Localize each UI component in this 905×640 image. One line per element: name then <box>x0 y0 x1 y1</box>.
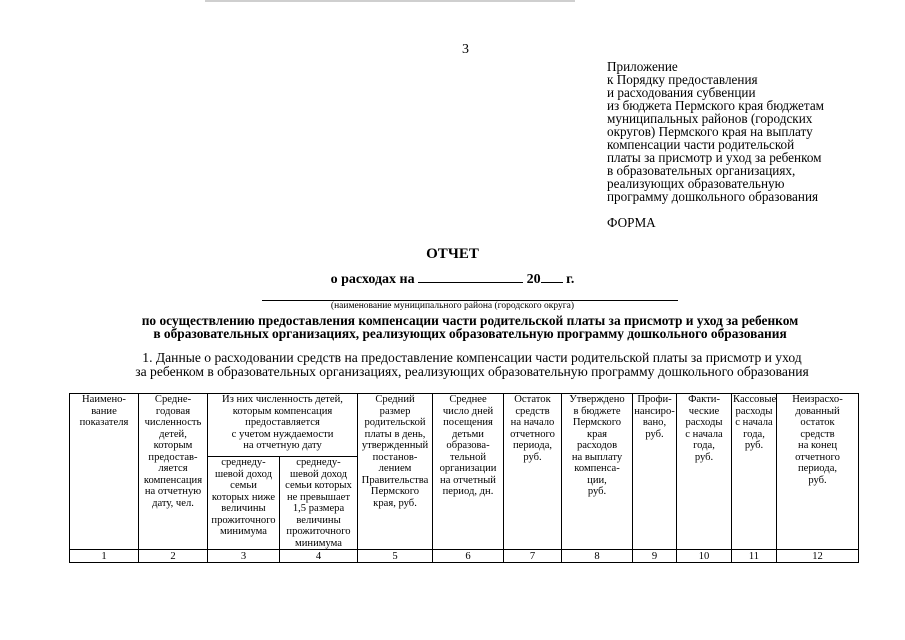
appendix-line: реализующих образовательную <box>607 176 785 191</box>
subtitle-suffix: г. <box>566 272 575 287</box>
column-number: 9 <box>633 550 677 563</box>
header-remaining-balance: Неизрасхо- дованный остаток средств на конец отчетного периода, руб. <box>777 394 859 550</box>
column-number: 6 <box>433 550 504 563</box>
header-cash-expenses: Кассовые расходы с начала года, руб. <box>732 394 777 550</box>
appendix-line: к Порядку предоставления <box>607 72 758 87</box>
column-number: 3 <box>208 550 280 563</box>
purpose-line: в образовательных организациях, реализующих образовательную программу дошкольного образования <box>153 326 787 341</box>
appendix-line: и расходования субвенции <box>607 85 756 100</box>
header-need-based-group: Из них численность детей, которым компенсация предоставляется с учетом нуждаемости на отчетную дату <box>208 394 358 457</box>
header-indicator-name: Наимено- вание показателя <box>70 394 139 550</box>
report-purpose <box>60 314 880 340</box>
report-subtitle <box>0 270 905 288</box>
column-number: 1 <box>70 550 139 563</box>
column-number: 10 <box>677 550 732 563</box>
appendix-block <box>607 60 902 229</box>
report-title: ОТЧЕТ <box>426 246 479 262</box>
page-number: 3 <box>462 42 469 57</box>
section-heading <box>68 351 876 379</box>
header-average-fee: Средний размер родительской платы в день, утвержденный постанов- лением Правительства Пермского края, руб. <box>358 394 433 550</box>
section-heading-line: 1. Данные о расходовании средств на предоставление компенсации части родительской платы за присмотр и уход <box>142 350 802 365</box>
appendix-line: платы за присмотр и уход за ребенком <box>607 150 822 165</box>
form-label: ФОРМА <box>607 215 656 230</box>
purpose-line: по осуществлению предоставления компенсации части родительской платы за присмотр и уход за ребенком <box>141 313 799 328</box>
appendix-line: Приложение <box>607 59 678 74</box>
appendix-line: муниципальных районов (городских <box>607 111 813 126</box>
header-average-count: Средне- годовая численность детей, которым предостав- ляется компенсация на отчетную дату, чел. <box>139 394 208 550</box>
column-number: 5 <box>358 550 433 563</box>
appendix-line: программу дошкольного образования <box>607 189 819 204</box>
appendix-line: округов) Пермского края на выплату <box>607 124 813 139</box>
header-income-below-minimum: среднеду- шевой доход семьи которых ниже величины прожиточного минимума <box>208 457 280 550</box>
header-financed: Профи- нансиро- вано, руб. <box>633 394 677 550</box>
header-income-not-exceeding: среднеду- шевой доход семьи которых не превышает 1,5 размера величины прожиточного минимума <box>280 457 358 550</box>
appendix-line: из бюджета Пермского края бюджетам <box>607 98 825 113</box>
expenses-table <box>69 393 859 565</box>
section-heading-line: за ребенком в образовательных организациях, реализующих образовательную программу дошкольного образования <box>135 364 809 379</box>
subtitle-prefix: о расходах на <box>330 272 415 287</box>
subtitle-year-label: 20 <box>526 272 541 287</box>
scan-edge-line <box>205 0 575 2</box>
column-number: 7 <box>504 550 562 563</box>
column-number: 4 <box>280 550 358 563</box>
header-actual-expenses: Факти- ческие расходы с начала года, руб. <box>677 394 732 550</box>
column-number-row <box>70 550 859 563</box>
period-blank-field[interactable] <box>418 270 523 283</box>
header-balance-start: Остаток средств на начало отчетного периода, руб. <box>504 394 562 550</box>
year-blank-field[interactable] <box>541 270 563 283</box>
appendix-line: компенсации части родительской <box>607 137 795 152</box>
header-average-days: Среднее число дней посещения детьми образова- тельной организации на отчетный период, дн. <box>433 394 504 550</box>
table-bottom-edge <box>70 563 859 566</box>
municipality-caption: (наименование муниципального района (городского округа) <box>330 301 575 311</box>
column-number: 8 <box>562 550 633 563</box>
header-approved: Утверждено в бюджете Пермского края расходов на выплату компенса- ции, руб. <box>562 394 633 550</box>
column-number: 11 <box>732 550 777 563</box>
column-number: 12 <box>777 550 859 563</box>
appendix-line: в образовательных организациях, <box>607 163 796 178</box>
column-number: 2 <box>139 550 208 563</box>
